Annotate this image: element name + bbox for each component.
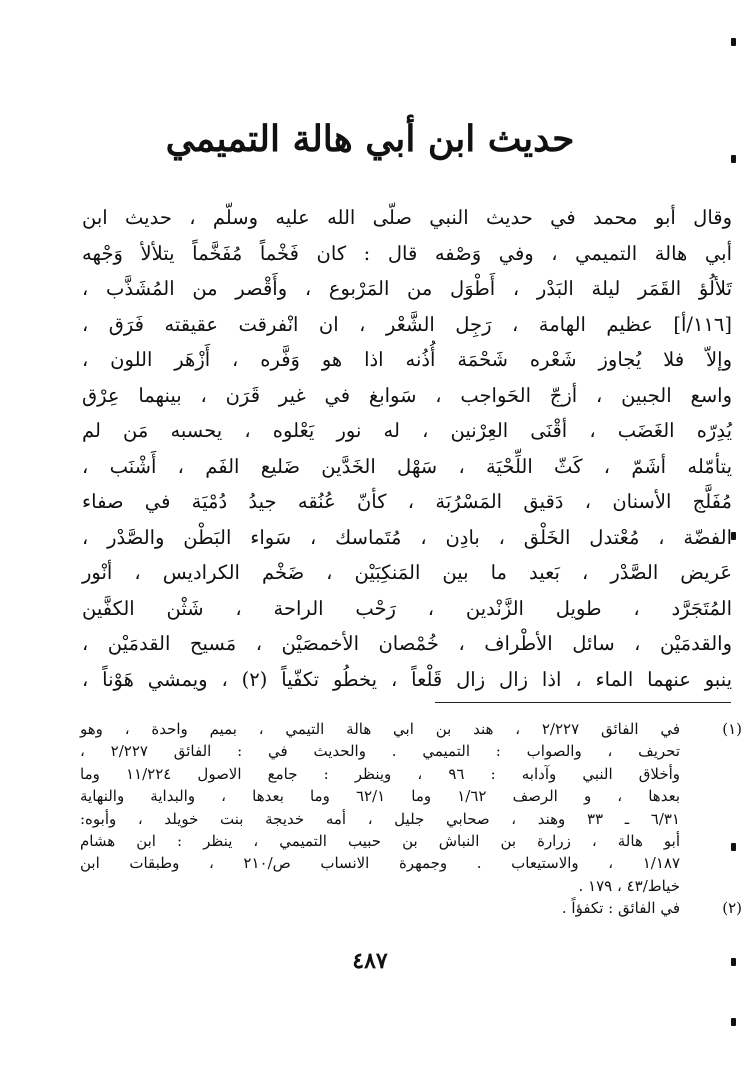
footnote-line: في الفائق : تكفؤاً . [561, 899, 680, 918]
footnote-line: وأخلاق النبي وآدابه : ٩٦ ، وينظر : جامع الاصول ١١/٢٢٤ وما [80, 764, 681, 783]
footnote-line: تحريف ، والصواب : التميمي . والحديث في : الفائق ٢/٢٢٧ ، [80, 742, 680, 761]
text-line: المُتَجَرَّد ، طويل الزَّنْدين ، رَحْب الراحة ، شَثْن الكفَّين [82, 596, 732, 620]
footnote-line: ٦/٣١ ـ ٣٣ وهند ، صحابي جليل ، أمه خديجة بنت خويلد ، وأبوه: [80, 809, 680, 828]
text-line: أبي هالة التميمي ، وفي وَصْفه قال : كان فَخْماً مُفَخَّماً يتلألأ وَجْهه [82, 241, 732, 265]
footnote-number: (١) [722, 720, 742, 738]
text-line: تَلألُؤ القَمَر ليلة البَدْر ، أَطْوَل من المَرْبوع ، وأَقْصر من المُشَذَّب ، [82, 277, 732, 300]
page-number: ٤٨٧ [352, 948, 388, 974]
footnote [80, 897, 742, 919]
scan-mark [731, 155, 736, 163]
text-line: واسع الجبين ، أزجّ الحَواجب ، سَوابغ في غير قَرَن ، بينهما عِرْق [82, 383, 732, 407]
section-title: حديث ابن أبي هالة التميمي [165, 118, 575, 160]
text-line: ينبو عنهما الماء ، اذا زال زال قَلْعاً ، يخطُو تكفّياً (٢) ، ويمشي هَوْناً ، [82, 667, 733, 691]
text-line: والقدمَيْن ، سائل الأطْراف ، خُمْصان الأخمصَيْن ، مَسيح القدمَيْن ، [82, 632, 732, 655]
footnote-line: في الفائق ٢/٢٢٧ ، هند بن ابي هالة التيمي ، بميم واحدة ، وهو [80, 720, 681, 738]
scan-mark [731, 843, 736, 851]
text-line: عَريض الصَّدْر ، بَعيد ما بين المَنكِبَيْن ، ضَخْم الكراديس ، أنْور [82, 561, 732, 584]
scan-mark [731, 958, 736, 966]
text-line: وقال أبو محمد في حديث النبي صلّى الله عليه وسلّم ، حديث ابن [82, 206, 732, 229]
footnote-line: بعدها ، و الرصف ١/٦٢ وما ٦٢/١ وما بعدها ، والبداية والنهاية [80, 787, 680, 806]
text-line: يُدِرّه الغَضَب ، أقْنَى العِرْنين ، له نور يَعْلوه ، يحسبه مَن لم [82, 419, 732, 442]
text-line: يتأمّله أشَمّ ، كَثّ اللِّحْيَة ، سَهْل الخَدَّين ضَليع الفَم ، أَشْنَب ، [82, 454, 732, 478]
footnote-line: ١/١٨٧ ، والاستيعاب . وجمهرة الانساب ص/٢١٠ ، وطبقات ابن [80, 854, 680, 873]
footnote [80, 718, 742, 897]
text-line: [١١٦/أ] عظيم الهامة ، رَجِل الشَّعْر ، ان انْفرقت عقيقته فَرَق ، [82, 312, 732, 336]
text-line: وإلاّ فلا يُجاوز شَعْره شَحْمَة أُذُنه اذا هو وَفَّره ، أَزْهَر اللون ، [82, 348, 732, 371]
footnotes [80, 718, 742, 920]
scan-mark [731, 38, 736, 46]
scan-mark [731, 1018, 736, 1026]
main-text [82, 200, 732, 697]
footnote-separator [435, 702, 731, 703]
footnote-number: (٢) [722, 899, 742, 918]
footnote-line: أبو هالة ، زرارة بن النباش بن حبيب التميمي ، ينظر : ابن هشام [80, 831, 680, 850]
footnote-line: خياط/٤٣ ، ١٧٩ . [578, 876, 680, 895]
text-line: مُفَلَّج الأسنان ، دَقيق المَسْرُبَة ، كأنّ عُنُقه جيدُ دُمْيَة في صفاء [82, 490, 732, 513]
text-line: الفضّة ، مُعْتدل الخَلْق ، بادِن ، مُتَماسك ، سَواء البَطْن والصَّدْر ، [82, 525, 732, 549]
